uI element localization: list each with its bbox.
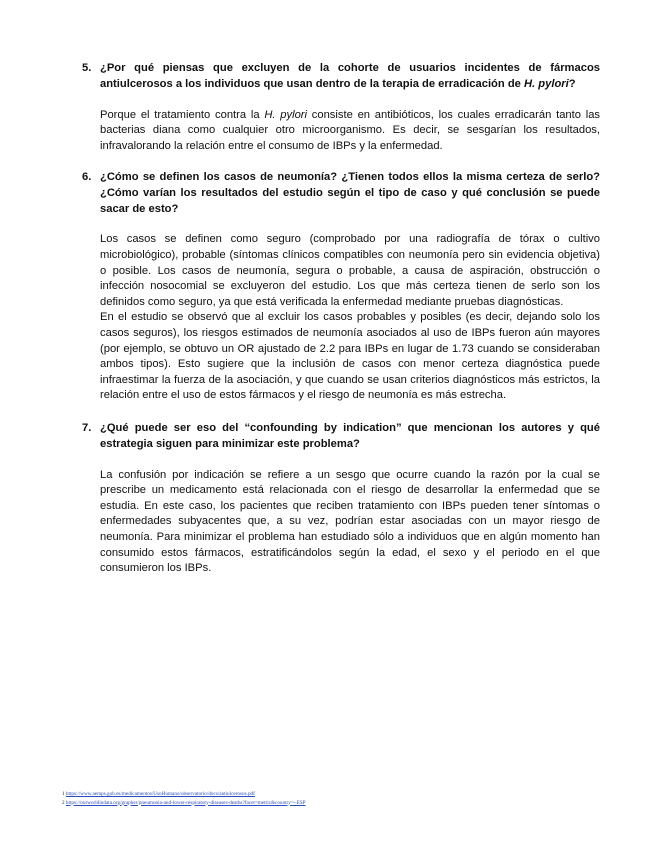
footnote-number: 2 xyxy=(62,799,65,806)
footnote-link[interactable]: https://ourworldindata.org/grapher/pneumonia-and-lower-respiratory-diseases-deaths?facet=metric&country=~ESP xyxy=(65,799,306,806)
question-text-part: ? xyxy=(568,77,576,90)
answer-paragraph: Los casos se definen como seguro (comprobado por una radiografía de tórax o cultivo microbiológico), probable (síntomas clínicos compatibles con neumonía pero sin evidencia objetiva) o posible. Los casos de neumonía, segura o probable, a causa de aspiración, obstrucción o infección nosocomial se excluyeron del estudio. Los que más certeza tienen de serlo son los definidos como seguro, ya que está verificada la enfermedad mediante pruebas diagnósticas. xyxy=(100,233,600,308)
answer-text-part: consiste en antibióticos, los cuales erradicarán tanto las bacterias diana como cualquier otro microorganismo. Es decir, se sesgarían los resultados, infravalorando la relación entre el consumo de IBPs y la enfermedad. xyxy=(100,108,601,152)
question-7 xyxy=(82,421,600,577)
question-text: ¿Qué puede ser eso del “confounding by indication” que mencionan los autores y qué estrategia siguen para minimizar este problema? xyxy=(100,422,600,450)
question-number: 7. xyxy=(82,422,92,434)
answer-text-italic: H. pylori xyxy=(264,108,308,121)
question-text: ¿Cómo se definen los casos de neumonía? ¿Tienen todos ellos la misma certeza de serlo? ¿Cómo varían los resultados del estudio según el tipo de caso y qué conclusión se puede sacar de esto? xyxy=(100,171,600,215)
question-text xyxy=(100,61,600,93)
footnote-number: 1 xyxy=(62,791,65,797)
answer xyxy=(100,232,600,404)
answer xyxy=(100,468,600,577)
question-number: 6. xyxy=(82,171,92,183)
answer-paragraph: La confusión por indicación se refiere a un sesgo que ocurre cuando la razón por la cual se prescribe un medicamento está relacionada con el riesgo de desarrollar la enfermedad que se estudia. En este caso, los pacientes que reciben tratamiento con IBPs pueden tener síntomas o enfermedades subyacentes que, a su vez, podrían estar asociadas con un mayor riesgo de neumonía. Para minimizar el problema han estudiado sólo a individuos que en algún momento han consumido estos fármacos, estratificándolos según la edad, el sexo y el periodo en el que consumieron los IBPs. xyxy=(100,468,600,575)
footnotes xyxy=(62,790,622,807)
answer-text-part: Porque el tratamiento contra la xyxy=(100,108,265,121)
question-number: 5. xyxy=(82,62,92,74)
footnote-2 xyxy=(62,799,622,808)
answer-paragraph: En el estudio se observó que al excluir los casos probables y posibles (es decir, dejando solo los casos seguros), los riesgos estimados de neumonía asociados al uso de IBPs fueron aún mayores (por ejemplo, se obtuvo un OR ajustado de 2.2 para IBPs en lugar de 1.73 cuando se consideraban ambos tipos). Esto sugiere que la inclusión de casos con menor certeza diagnóstica puede infraestimar la fuerza de la asociación, y que cuando se usan criterios diagnósticos más estrictos, la relación entre el uso de estos fármacos y el riesgo de neumonía es más estrecha. xyxy=(100,311,600,402)
answer-paragraph xyxy=(100,108,600,155)
footnote-1 xyxy=(62,790,622,799)
question-text-part: ¿Por qué piensas que excluyen de la cohorte de usuarios incidentes de fármacos antiulcerosos a los individuos que usan dentro de la terapia de erradicación de xyxy=(100,62,600,90)
question-6 xyxy=(82,170,600,404)
footnote-link[interactable]: https://www.aemps.gob.es/medicamentos/UsoHumano/observatorio/docs/antiulcerosos.pdf xyxy=(65,791,255,797)
question-text-italic: H. pylori xyxy=(524,77,569,90)
answer xyxy=(100,108,600,155)
question-5 xyxy=(82,61,600,154)
